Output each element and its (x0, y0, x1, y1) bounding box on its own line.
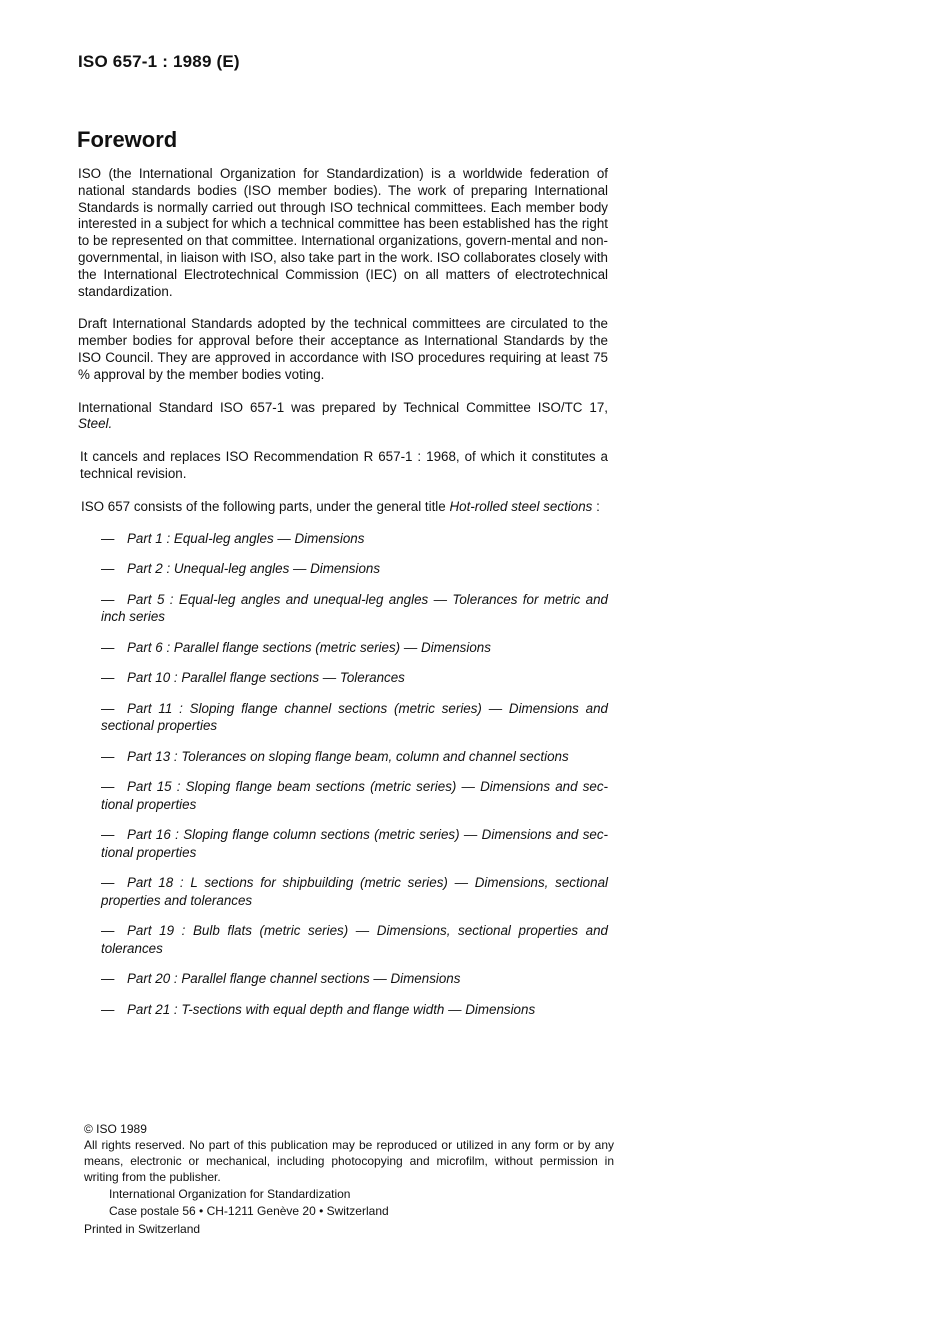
paragraph-parts-intro (81, 499, 608, 516)
postal-address: Case postale 56 • CH-1211 Genève 20 • Switzerland (109, 1204, 389, 1218)
list-item (101, 748, 608, 766)
list-item-text: Part 16 : Sloping flange column sections (metric series) — Dimensions and sec-tional properties (101, 827, 608, 860)
list-item (101, 874, 608, 909)
paragraph-iso-intro: ISO (the International Organization for Standardization) is a worldwide federation of national standards bodies (ISO member bodies). The work of preparing International Standards is normally carried out through ISO technical committees. Each member body interested in a subject for which a technical committee has been established has the right to be represented on that committee. International organizations, govern-mental and non-governmental, in liaison with ISO, also take part in the work. ISO collaborates closely with the International Electrotechnical Commission (IEC) on all matters of electrotechnical standardization. (78, 166, 608, 299)
list-dash: — (101, 923, 115, 939)
list-item (101, 591, 608, 626)
list-item (101, 826, 608, 861)
list-item-text: Part 21 : T-sections with equal depth and flange width — Dimensions (127, 1001, 536, 1017)
list-item-text: Part 20 : Parallel flange channel sections — Dimensions (127, 971, 461, 987)
list-item (101, 700, 608, 735)
list-dash: — (101, 639, 115, 655)
paragraph-cancels: It cancels and replaces ISO Recommendation R 657-1 : 1968, of which it constitutes a technical revision. (80, 449, 608, 481)
committee-name: Steel. (78, 416, 113, 432)
list-item-text: Part 5 : Equal-leg angles and unequal-leg angles — Tolerances for metric and inch series (101, 591, 608, 625)
parts-list (78, 530, 608, 1019)
list-dash: — (101, 827, 115, 843)
list-item (101, 922, 608, 957)
list-dash: — (101, 700, 115, 716)
list-item-text: Part 1 : Equal-leg angles — Dimensions (127, 530, 365, 546)
list-item-text: Part 13 : Tolerances on sloping flange beam, column and channel sections (127, 748, 569, 764)
list-dash: — (101, 748, 115, 764)
organization-name: International Organization for Standardization (109, 1187, 351, 1201)
document-identifier: ISO 657-1 : 1989 (E) (78, 52, 240, 71)
general-title: Hot-rolled steel sections (449, 498, 593, 514)
rights-statement: All rights reserved. No part of this publication may be reproduced or utilized in any form or by any means, electronic or mechanical, including photocopying and microfilm, without permission in writing from the publisher. (84, 1138, 614, 1184)
list-dash: — (101, 591, 115, 607)
list-dash: — (101, 561, 115, 577)
list-item-text: Part 19 : Bulb flats (metric series) — Dimensions, sectional properties and tolerances (101, 923, 608, 956)
foreword-body (78, 166, 608, 1031)
list-item (101, 970, 608, 988)
list-dash: — (101, 1001, 115, 1017)
list-dash: — (101, 530, 115, 546)
list-item (101, 1001, 608, 1019)
list-dash: — (101, 875, 115, 891)
copyright-notice: © ISO 1989 (84, 1122, 147, 1136)
list-dash: — (101, 779, 115, 795)
printed-in: Printed in Switzerland (84, 1222, 201, 1236)
copyright-block (84, 1121, 614, 1237)
list-item (101, 778, 608, 813)
list-item-text: Part 11 : Sloping flange channel sections (metric series) — Dimensions and sectional properties (101, 700, 608, 734)
list-dash: — (101, 971, 115, 987)
parts-intro-text: ISO 657 consists of the following parts, under the general title (81, 498, 450, 514)
list-item-text: Part 18 : L sections for shipbuilding (metric series) — Dimensions, sectional properties and tolerances (101, 875, 608, 908)
paragraph-prepared-by (78, 400, 608, 434)
list-item (101, 560, 608, 578)
parts-intro-end: : (592, 498, 600, 514)
list-item-text: Part 15 : Sloping flange beam sections (metric series) — Dimensions and sec-tional properties (101, 779, 608, 812)
list-item-text: Part 6 : Parallel flange sections (metric series) — Dimensions (127, 639, 491, 655)
list-dash: — (101, 670, 115, 686)
prepared-by-text: International Standard ISO 657-1 was prepared by Technical Committee ISO/TC 17, (78, 399, 608, 415)
list-item (101, 639, 608, 657)
list-item (101, 530, 608, 548)
section-title: Foreword (77, 127, 178, 152)
paragraph-draft-standards: Draft International Standards adopted by the technical committees are circulated to the member bodies for approval before their acceptance as International Standards by the ISO Council. They are approved in accordance with ISO procedures requiring at least 75 % approval by the member bodies voting. (78, 316, 608, 382)
list-item-text: Part 2 : Unequal-leg angles — Dimensions (127, 561, 381, 577)
list-item-text: Part 10 : Parallel flange sections — Tolerances (127, 670, 405, 686)
list-item (101, 669, 608, 687)
